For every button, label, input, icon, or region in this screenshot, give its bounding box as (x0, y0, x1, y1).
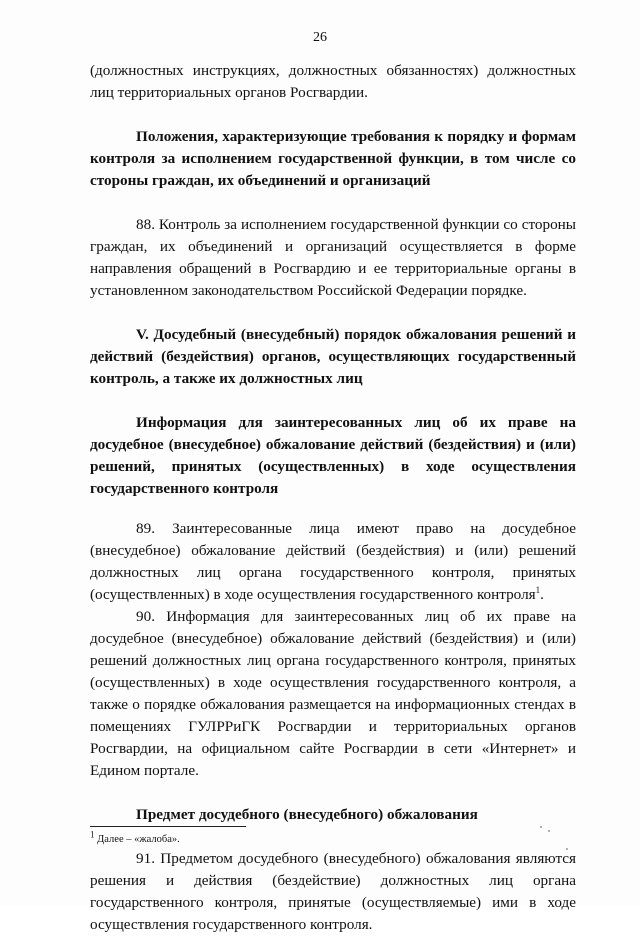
paragraph-89-end: . (540, 586, 544, 603)
paragraph-89-text: 89. Заинтересованные лица имеют право на досудебное (внесудебное) обжалование действий (бездействия) и (или) решений должностных лиц органа государственного контроля, принятых (осуществленных) в ходе осуществления государственного контроля (90, 520, 576, 603)
footnote-text: Далее – «жалоба». (94, 834, 180, 845)
footnote-reference: 1 (535, 584, 541, 595)
heading-control-requirements: Положения, характеризующие требования к порядку и формам контроля за исполнением государственной функции, в том числе со стороны граждан, их объединений и организаций (90, 128, 576, 189)
scan-speck (540, 826, 542, 828)
paragraph-88: 88. Контроль за исполнением государственной функции со стороны граждан, их объединений и организаций осуществляется в форме направления обращений в Росгвардию и ее территориальные органы в установленном законодательством Российской Федерации порядке. (90, 216, 576, 299)
paragraph-91: 91. Предметом досудебного (внесудебного) обжалования являются решения и действия (бездействие) должностных лиц органа государственного контроля, принятые (осуществляемые) ими в ходе осуществления государственного контроля. (90, 850, 576, 933)
page-number: 26 (313, 30, 327, 45)
heading-appeal-subject: Предмет досудебного (внесудебного) обжалования (136, 806, 478, 823)
footnote-divider (90, 826, 246, 827)
intro-paragraph: (должностных инструкциях, должностных обязанностях) должностных лиц территориальных органов Росгвардии. (90, 62, 576, 101)
paragraph-90: 90. Информация для заинтересованных лиц об их праве на досудебное (внесудебное) обжалование действий (бездействия) и (или) решений должностных лиц органа государственного контроля, принятых (осуществленных) в ходе осуществления государственного контроля, а также о порядке обжалования размещается на информационных стендах в помещениях ГУЛРРиГК Росгвардии и территориальных органов Росгвардии, на официальном сайте Росгвардии в сети «Интернет» и Едином портале. (90, 608, 576, 779)
paragraph-89 (90, 518, 576, 606)
document-body (90, 60, 576, 936)
section-v-heading: V. Досудебный (внесудебный) порядок обжалования решений и действий (бездействия) органов, осуществляющих государственный контроль, а также их должностных лиц (90, 326, 576, 387)
scan-speck (566, 848, 568, 850)
footnote (90, 829, 180, 847)
heading-appeal-information: Информация для заинтересованных лиц об их праве на досудебное (внесудебное) обжалование действий (бездействия) и (или) решений, принятых (осуществленных) в ходе осуществления государственного контроля (90, 414, 576, 497)
scan-speck (548, 830, 550, 832)
footnote-mark: 1 (90, 829, 95, 840)
